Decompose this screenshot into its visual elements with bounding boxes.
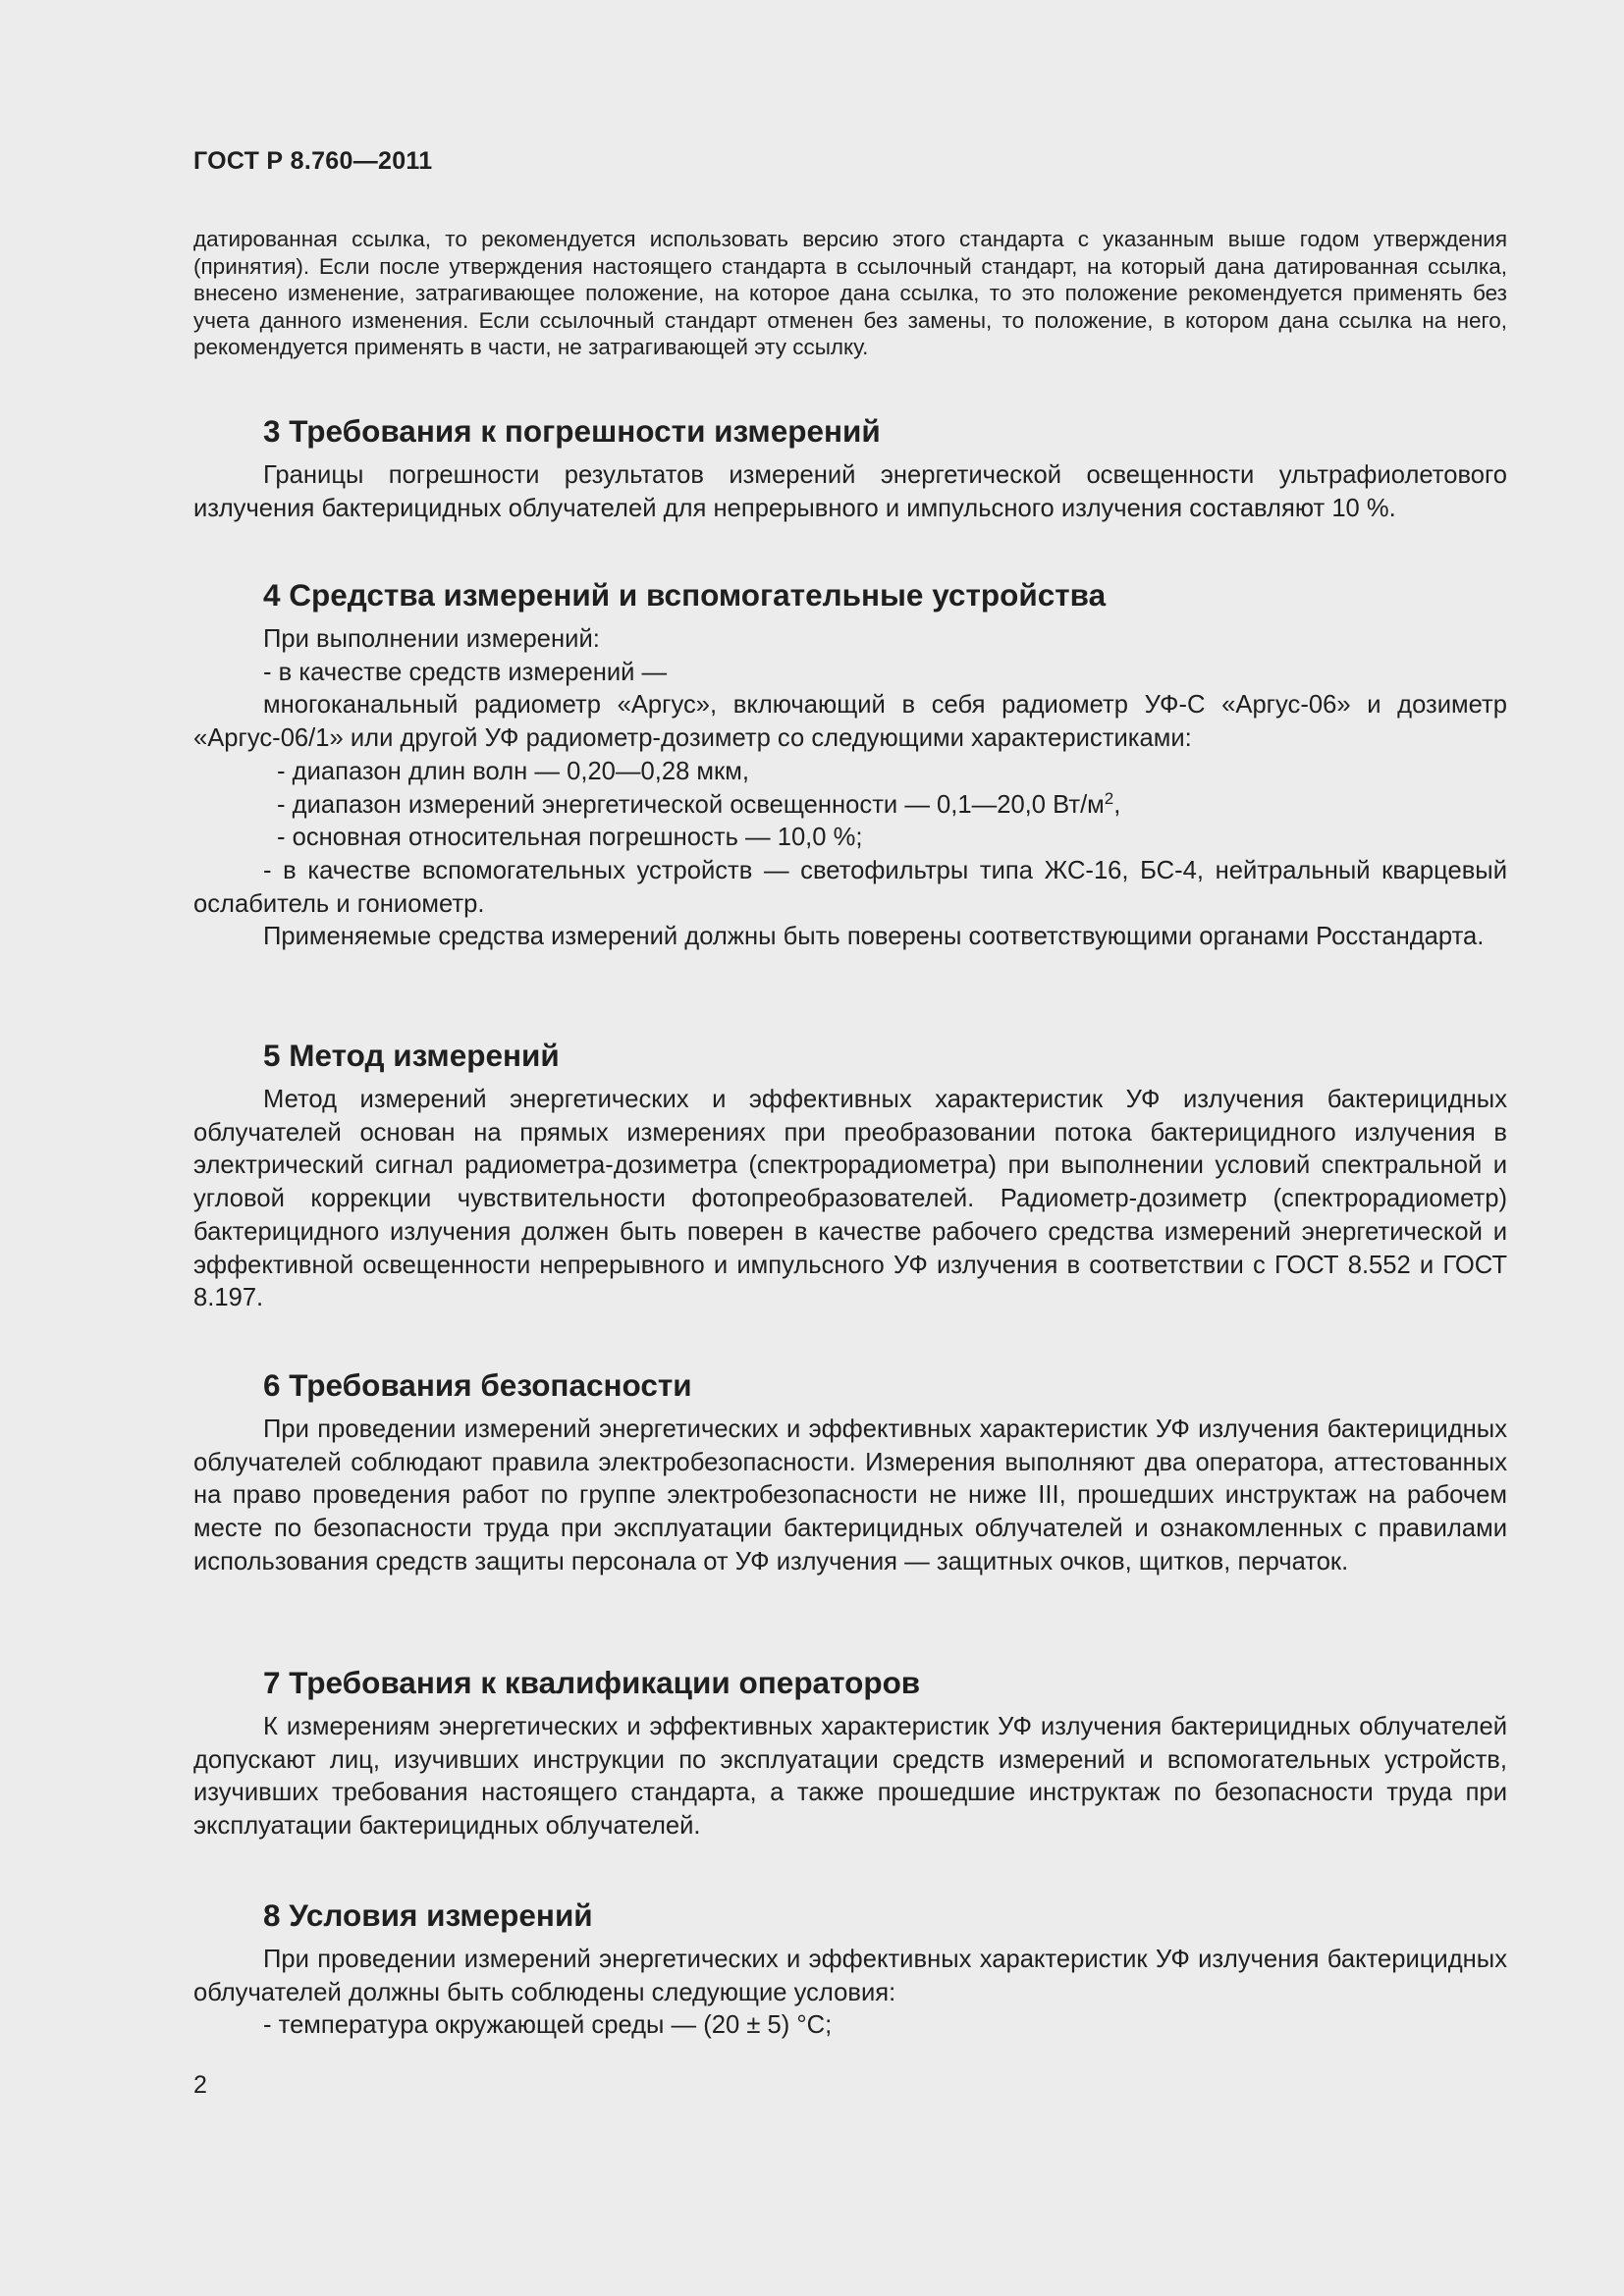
section-4 xyxy=(193,576,1507,954)
section-3-title: 3 Требования к погрешности измерений xyxy=(263,413,881,449)
section-4-item-2 xyxy=(193,789,1507,823)
section-7 xyxy=(193,1664,1507,1843)
section-8-line-1: - температура окружающей среды — (20 ± 5) °С; xyxy=(263,2011,833,2040)
section-4-instrument-paragraph: многоканальный радиометр «Аргус», включающий в себя радиометр УФ-С «Аргус-06» и дозиметр «Аргус-06/1» или другой УФ радиометр-дозиметр со следующими характеристиками: xyxy=(193,691,1507,753)
section-4-auxiliary-paragraph: - в качестве вспомогательных устройств — светофильтры типа ЖС-16, БС-4, нейтральный кварцевый ослабитель и гониометр. xyxy=(193,856,1507,918)
intro-paragraph: датированная ссылка, то рекомендуется использовать версию этого стандарта с указанным выше годом утверждения (принятия). Если после утверждения настоящего стандарта в ссылочный стандарт, на который дана датированная ссылка, внесено изменение, затрагивающее положение, на которое дана ссылка, то это положение рекомендуется применять без учета данного изменения. Если ссылочный стандарт отменен без замены, то положение, в котором дана ссылка на него, рекомендуется применять в части, не затрагивающей эту ссылку. xyxy=(193,227,1507,360)
section-8-paragraph: При проведении измерений энергетических и эффективных характеристик УФ излучения бактерицидных облучателей должны быть соблюдены следующие условия: xyxy=(193,1946,1507,2006)
section-6 xyxy=(193,1366,1507,1579)
section-4-item-2-end: , xyxy=(1113,790,1121,819)
section-8 xyxy=(193,1896,1507,2043)
section-4-title: 4 Средства измерений и вспомогательные устройства xyxy=(263,577,1107,613)
section-3-paragraph: Границы погрешности результатов измерений энергетической освещенности ультрафиолетового излучения бактерицидных облучателей для непрерывного и импульсного излучения составляют 10 %. xyxy=(193,461,1507,522)
section-5-paragraph: Метод измерений энергетических и эффективных характеристик УФ излучения бактерицидных облучателей основан на прямых измерениях при преобразовании потока бактерицидного излучения в электрический сигнал радиометра-дозиметра (спектрорадиометра) при выполнении условий спектральной и угловой коррекции чувствительности фотопреобразователей. Радиометр-дозиметр (спектрорадиометр) бактерицидного излучения должен быть поверен в качестве рабочего средства измерений энергетической и эффективной освещенности непрерывного и импульсного УФ излучения в соответствии с ГОСТ 8.552 и ГОСТ 8.197. xyxy=(193,1086,1507,1312)
section-4-item-2-sup: 2 xyxy=(1104,788,1114,808)
document-header: ГОСТ Р 8.760—2011 xyxy=(193,147,433,175)
page-number: 2 xyxy=(193,2071,207,2099)
section-6-paragraph: При проведении измерений энергетических и эффективных характеристик УФ излучения бактерицидных облучателей соблюдают правила электробезопасности. Измерения выполняют два оператора, аттестованных на право проведения работ по группе электробезопасности не ниже III, прошедших инструктаж на рабочем месте по безопасности труда при эксплуатации бактерицидных облучателей и ознакомленных с правилами использования средств защиты персонала от УФ излучения — защитных очков, щитков, перчаток. xyxy=(193,1415,1507,1575)
section-4-item-2-text: - диапазон измерений энергетической освещенности — 0,1—20,0 Вт/м xyxy=(277,790,1105,819)
section-4-line-1: При выполнении измерений: xyxy=(263,625,600,653)
section-4-verification-paragraph: Применяемые средства измерений должны быть поверены соответствующими органами Росстандарта. xyxy=(263,923,1485,951)
section-7-paragraph: К измерениям энергетических и эффективных характеристик УФ излучения бактерицидных облучателей допускают лиц, изучивших инструкции по эксплуатации средств измерений и вспомогательных устройств, изучивших требования настоящего стандарта, а также прошедшие инструктаж по безопасности труда при эксплуатации бактерицидных облучателей. xyxy=(193,1713,1507,1841)
section-4-item-1: - диапазон длин волн — 0,20—0,28 мкм, xyxy=(277,757,749,785)
section-4-line-2: - в качестве средств измерений — xyxy=(263,658,668,686)
section-3 xyxy=(193,412,1507,525)
section-7-title: 7 Требования к квалификации операторов xyxy=(263,1665,921,1700)
section-6-title: 6 Требования безопасности xyxy=(263,1367,692,1403)
section-8-title: 8 Условия измерений xyxy=(263,1897,593,1933)
section-5-title: 5 Метод измерений xyxy=(263,1038,560,1073)
section-4-item-3: - основная относительная погрешность — 10,0 %; xyxy=(277,824,863,852)
section-5 xyxy=(193,1037,1507,1315)
